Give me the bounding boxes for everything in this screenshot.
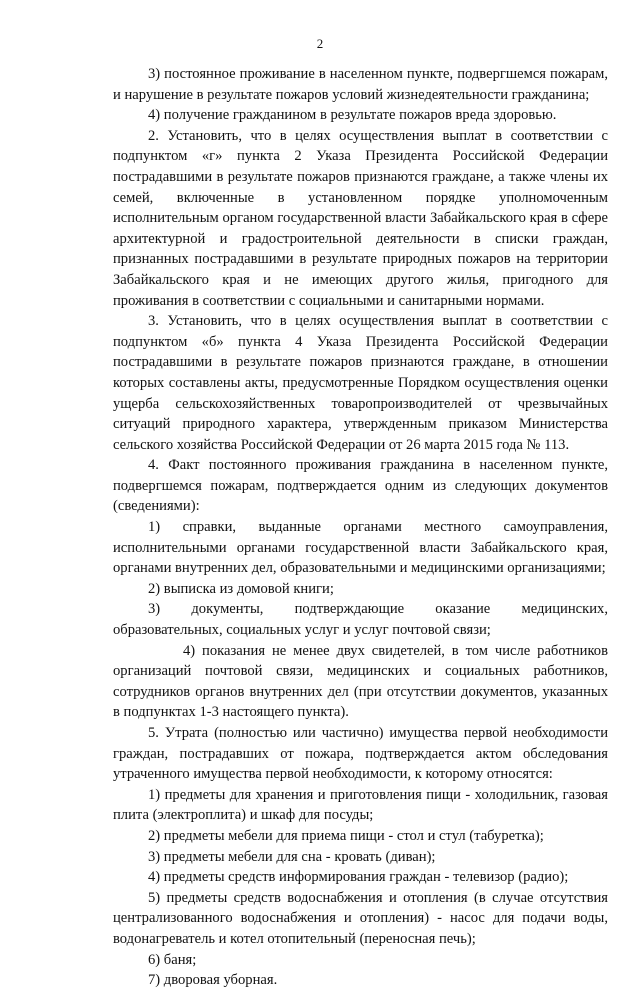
paragraph-section-4: 4. Факт постоянного проживания гражданина в населенном пункте, подвергшемся пожарам, подтверждается одним из следующих документов (сведениями): [113, 457, 608, 515]
paragraph-section-5-item-7: 7) дворовая уборная. [148, 972, 278, 989]
paragraph-condition-3: 3) постоянное проживание в населенном пункте, подвергшемся пожарам, и нарушение в результате пожаров условий жизнедеятельности гражданина; [113, 66, 608, 103]
paragraph-section-4-item-2: 2) выписка из домовой книги; [148, 580, 334, 597]
paragraph-section-2: 2. Установить, что в целях осуществления выплат в соответствии с подпунктом «г» пункта 2 Указа Президента Российской Федерации пострадавшими в результате пожаров признаются граждане, а также члены их семей, включенные в установленном порядке уполномоченным исполнительным органом государственной власти Забайкальского края в сфере архитектурной и градостроительной деятельности в списки граждан, признанных пострадавшими в результате природных пожаров на территории Забайкальского края и не имеющих другого жилья, пригодного для проживания в соответствии с социальными и санитарными нормами. [113, 127, 608, 309]
paragraph-section-5-item-6: 6) баня; [148, 951, 197, 968]
paragraph-section-4-item-4: 4) показания не менее двух свидетелей, в том числе работников организаций почтовой связи, медицинских и социальных работников, сотрудников органов внутренних дел (при отсутствии документов, указанных в подпунктах 1-3 настоящего пункта). [113, 642, 608, 721]
page-number: 2 [316, 36, 324, 51]
paragraph-section-3: 3. Установить, что в целях осуществления выплат в соответствии с подпунктом «б» пункта 4 Указа Президента Российской Федерации пострадавшими в результате пожаров признаются граждане, в отношении которых составлены акты, предусмотренные Порядком осуществления оценки ущерба сельскохозяйственных товаропроизводителей от чрезвычайных ситуаций природного характера, утвержденным приказом Министерства сельского хозяйства Российской Федерации от 26 марта 2015 года № 113. [113, 313, 608, 453]
paragraph-section-4-item-3: 3) документы, подтверждающие оказание медицинских, образовательных, социальных услуг и услуг почтовой связи; [113, 601, 608, 639]
paragraph-section-5-item-1: 1) предметы для хранения и приготовления пищи - холодильник, газовая плита (электроплита) и шкаф для посуды; [113, 786, 608, 824]
paragraph-section-4-item-1: 1) справки, выданные органами местного самоуправления, исполнительными органами государственной власти Забайкальского края, органами внутренних дел, образовательными и медицинскими организациями; [113, 519, 608, 577]
paragraph-section-5-item-3: 3) предметы мебели для сна - кровать (диван); [148, 848, 436, 865]
paragraph-section-5-item-5: 5) предметы средств водоснабжения и отопления (в случае отсутствия централизованного водоснабжения и отопления) - насос для подачи воды, водонагреватель и котел отопительный (переносная печь); [113, 889, 608, 947]
paragraph-section-5-item-4: 4) предметы средств информирования граждан - телевизор (радио); [148, 869, 569, 886]
paragraph-condition-4: 4) получение гражданином в результате пожаров вреда здоровью. [148, 107, 557, 124]
paragraph-section-5-item-2: 2) предметы мебели для приема пищи - стол и стул (табуретка); [148, 827, 544, 844]
document-body [113, 64, 608, 991]
paragraph-section-5: 5. Утрата (полностью или частично) имущества первой необходимости граждан, пострадавших от пожара, подтверждается актом обследования утраченного имущества первой необходимости, к которому относятся: [113, 725, 608, 783]
